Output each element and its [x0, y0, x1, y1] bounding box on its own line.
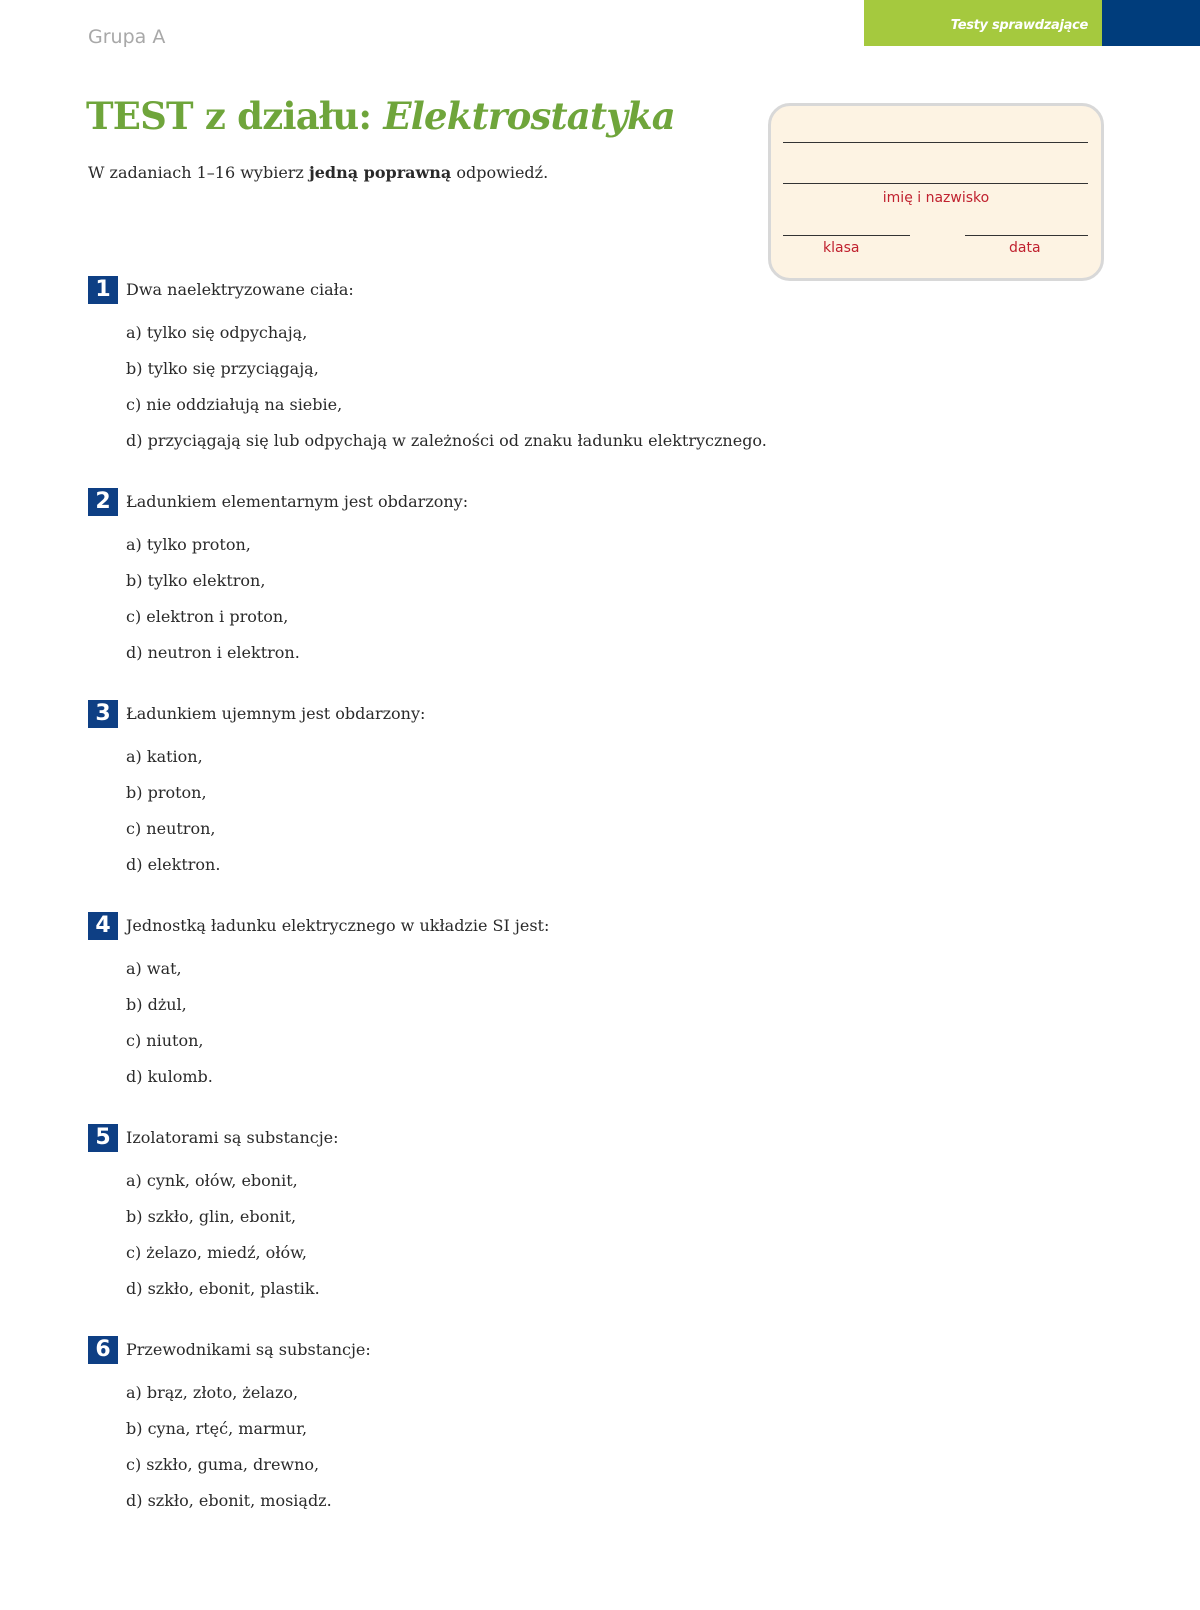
answer-option[interactable]: b) dżul, [126, 995, 187, 1014]
answer-option[interactable]: d) neutron i elektron. [126, 643, 300, 662]
student-info-box [768, 103, 1104, 281]
answer-option[interactable]: d) szkło, ebonit, mosiądz. [126, 1491, 332, 1510]
answer-option[interactable]: a) kation, [126, 747, 203, 766]
header-band [864, 0, 1102, 46]
answer-option[interactable]: d) kulomb. [126, 1067, 213, 1086]
answer-option[interactable]: b) cyna, rtęć, marmur, [126, 1419, 308, 1438]
question-text: Izolatorami są substancje: [126, 1128, 339, 1147]
answer-option[interactable]: d) przyciągają się lub odpychają w zależności od znaku ładunku elektrycznego. [126, 431, 767, 450]
answer-option[interactable]: b) szkło, glin, ebonit, [126, 1207, 297, 1226]
answer-option[interactable]: a) tylko się odpychają, [126, 323, 308, 342]
instruction-bold: jedną poprawną [308, 163, 452, 182]
answer-option[interactable]: a) cynk, ołów, ebonit, [126, 1171, 298, 1190]
name-label: imię i nazwisko [882, 190, 990, 206]
answer-option[interactable]: c) neutron, [126, 819, 216, 838]
instruction [88, 163, 548, 182]
question-text: Jednostką ładunku elektrycznego w układzie SI jest: [126, 916, 550, 935]
answer-option[interactable]: c) elektron i proton, [126, 607, 289, 626]
name-line-2[interactable] [783, 183, 1088, 184]
class-label: klasa [823, 240, 860, 256]
name-line-1[interactable] [783, 142, 1088, 143]
answer-option[interactable]: c) niuton, [126, 1031, 204, 1050]
answer-option[interactable]: a) brąz, złoto, żelazo, [126, 1383, 299, 1402]
answer-option[interactable]: c) szkło, guma, drewno, [126, 1455, 320, 1474]
question-number-badge: 1 [88, 276, 118, 304]
instruction-after: odpowiedź. [451, 163, 549, 182]
answer-option[interactable]: d) elektron. [126, 855, 221, 874]
title-prefix: TEST z działu: [86, 94, 384, 138]
title-topic: Elektrostatyka [383, 94, 675, 138]
instruction-before: W zadaniach 1–16 wybierz [88, 163, 309, 182]
question-text: Przewodnikami są substancje: [126, 1340, 371, 1359]
question-number-badge: 6 [88, 1336, 118, 1364]
question-text: Ładunkiem ujemnym jest obdarzony: [126, 704, 426, 723]
answer-option[interactable]: c) żelazo, miedź, ołów, [126, 1243, 308, 1262]
answer-option[interactable]: b) tylko elektron, [126, 571, 266, 590]
date-line[interactable] [965, 235, 1088, 236]
answer-option[interactable]: b) proton, [126, 783, 207, 802]
question-text: Dwa naelektryzowane ciała: [126, 280, 354, 299]
answer-option[interactable]: b) tylko się przyciągają, [126, 359, 319, 378]
group-label: Grupa A [88, 26, 166, 48]
class-line[interactable] [783, 235, 910, 236]
question-number-badge: 4 [88, 912, 118, 940]
answer-option[interactable]: d) szkło, ebonit, plastik. [126, 1279, 320, 1298]
header-corner-block [1102, 0, 1200, 46]
header-band-label: Testy sprawdzające [950, 18, 1088, 33]
answer-option[interactable]: a) tylko proton, [126, 535, 251, 554]
answer-option[interactable]: a) wat, [126, 959, 182, 978]
question-number-badge: 2 [88, 488, 118, 516]
question-number-badge: 5 [88, 1124, 118, 1152]
question-text: Ładunkiem elementarnym jest obdarzony: [126, 492, 469, 511]
date-label: data [1009, 240, 1041, 256]
answer-option[interactable]: c) nie oddziałują na siebie, [126, 395, 343, 414]
question-number-badge: 3 [88, 700, 118, 728]
page-title [86, 94, 675, 138]
